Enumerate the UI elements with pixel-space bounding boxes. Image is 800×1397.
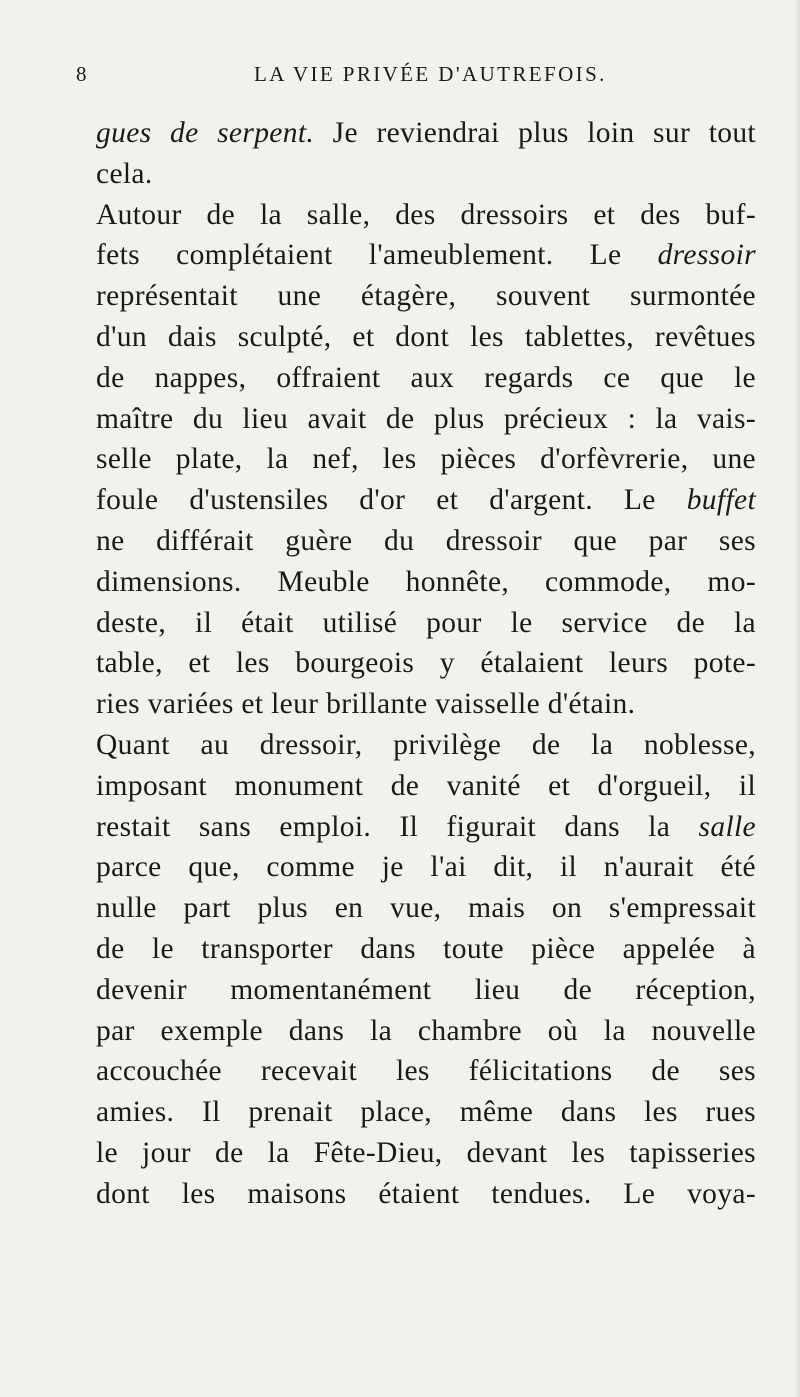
text-line	[96, 154, 756, 195]
text-run: cela.	[96, 157, 153, 190]
text-line	[96, 358, 756, 399]
text-run: imposant monument de vanité et d'orgueil, il	[96, 769, 756, 802]
text-line	[96, 235, 756, 276]
text-run: amies. Il prenait place, même dans les rues	[96, 1096, 756, 1129]
text-line	[96, 847, 756, 888]
text-run: ne différait guère du dressoir que par ses	[96, 524, 756, 557]
text-run: deste, il était utilisé pour le service de la	[96, 606, 756, 639]
text-run: représentait une étagère, souvent surmontée	[96, 280, 756, 313]
text-line	[96, 480, 756, 521]
running-head	[0, 62, 800, 92]
text-run: selle plate, la nef, les pièces d'orfèvrerie, une	[96, 443, 756, 476]
italic-term: gues de serpent.	[96, 117, 315, 149]
text-line	[96, 684, 756, 725]
text-line	[96, 195, 756, 236]
text-run: ries variées et leur brillante vaisselle d'étain.	[96, 688, 636, 721]
text-run: restait sans emploi. Il figurait dans la	[96, 810, 699, 843]
running-title: LA VIE PRIVÉE D'AUTREFOIS.	[254, 62, 607, 86]
text-run: Autour de la salle, des dressoirs et des buf-	[96, 198, 756, 231]
text-line	[96, 929, 756, 970]
text-run: table, et les bourgeois y étalaient leurs pote-	[96, 647, 756, 680]
text-run: Je reviendrai plus loin sur tout	[314, 117, 756, 149]
text-run: de nappes, offraient aux regards ce que le	[96, 361, 756, 394]
text-line	[96, 807, 756, 848]
text-run: par exemple dans la chambre où la nouvelle	[96, 1014, 756, 1047]
italic-term: dressoir	[657, 239, 756, 272]
text-line	[96, 1011, 756, 1052]
body-text	[96, 113, 756, 1215]
text-run: Quant au dressoir, privilège de la noblesse,	[96, 728, 756, 761]
text-run: nulle part plus en vue, mais on s'empressait	[96, 892, 756, 925]
text-line	[96, 888, 756, 929]
text-line	[96, 521, 756, 562]
text-line	[96, 1174, 756, 1215]
text-run: parce que, comme je l'ai dit, il n'aurait été	[96, 851, 756, 884]
text-line	[96, 970, 756, 1011]
text-run: fets complétaient l'ameublement. Le	[96, 239, 658, 272]
text-run: de le transporter dans toute pièce appelée à	[96, 932, 756, 965]
text-line	[96, 766, 756, 807]
text-run: foule d'ustensiles d'or et d'argent. Le	[96, 484, 687, 517]
text-line	[96, 603, 756, 644]
text-line	[96, 439, 756, 480]
text-line	[96, 1133, 756, 1174]
text-line	[96, 562, 756, 603]
page-edge-shadow	[794, 0, 800, 1397]
text-run: maître du lieu avait de plus précieux : la vais-	[96, 402, 756, 435]
text-line	[96, 1051, 756, 1092]
text-line	[96, 317, 756, 358]
text-run: devenir momentanément lieu de réception,	[96, 973, 756, 1006]
text-run: accouchée recevait les félicitations de ses	[96, 1055, 756, 1088]
page-number: 8	[76, 62, 89, 86]
text-line	[96, 276, 756, 317]
text-run: dont les maisons étaient tendues. Le voya-	[96, 1177, 756, 1210]
text-line	[96, 1092, 756, 1133]
text-run: dimensions. Meuble honnête, commode, mo-	[96, 565, 756, 598]
text-line	[96, 725, 756, 766]
italic-term: salle	[698, 810, 756, 843]
text-run: le jour de la Fête-Dieu, devant les tapisseries	[96, 1136, 756, 1169]
text-line	[96, 399, 756, 440]
text-run: d'un dais sculpté, et dont les tablettes, revêtues	[96, 320, 756, 353]
italic-term: buffet	[686, 484, 756, 517]
text-line	[96, 113, 756, 154]
text-line	[96, 643, 756, 684]
